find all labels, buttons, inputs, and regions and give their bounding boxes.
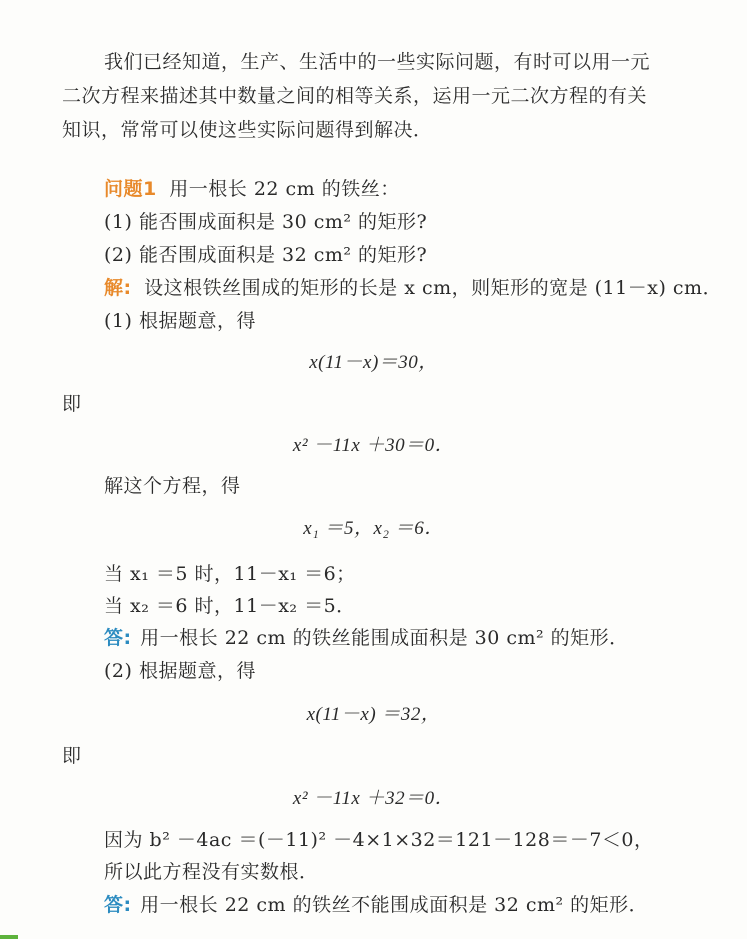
no-root: 所以此方程没有实数根． xyxy=(104,861,319,883)
intro-line-1: 我们已经知道，生产、生活中的一些实际问题，有时可以用一元 xyxy=(104,51,651,73)
answer-2-label: 答: xyxy=(104,894,132,916)
problem-label: 问题1 xyxy=(104,178,157,200)
answer-2-text: 用一根长 22 cm 的铁丝不能围成面积是 32 cm² 的矩形． xyxy=(140,894,649,916)
equation-3: x(11－x) ＝32， xyxy=(306,704,441,725)
part-1-intro: (1) 根据题意，得 xyxy=(104,310,256,332)
word-ji-2: 即 xyxy=(62,745,82,767)
question-1: (1) 能否围成面积是 30 cm² 的矩形? xyxy=(104,211,428,233)
roots: x₁ ＝5，x₂ ＝6． xyxy=(303,518,444,539)
problem-heading xyxy=(104,177,400,201)
intro-line-2: 二次方程来描述其中数量之间的相等关系，运用一元二次方程的有关 xyxy=(62,85,648,107)
question-2: (2) 能否围成面积是 32 cm² 的矩形? xyxy=(104,244,428,266)
solution-text: 设这根铁丝围成的矩形的长是 x cm，则矩形的宽是 (11－x) cm． xyxy=(144,277,723,299)
case-1: 当 x₁ ＝5 时，11－x₁ ＝6； xyxy=(104,563,356,585)
intro-line-3: 知识，常常可以使这些实际问题得到解决． xyxy=(62,119,433,141)
solution-label: 解: xyxy=(104,277,132,299)
word-ji-1: 即 xyxy=(62,393,82,415)
answer-1 xyxy=(104,626,629,650)
answer-1-label: 答: xyxy=(104,627,132,649)
solution-heading xyxy=(104,276,722,300)
page-corner-mark xyxy=(0,935,18,939)
case-2: 当 x₂ ＝6 时，11－x₂ ＝5． xyxy=(104,595,356,617)
part-2-intro: (2) 根据题意，得 xyxy=(104,660,256,682)
solve-text: 解这个方程，得 xyxy=(104,475,241,497)
answer-2 xyxy=(104,893,648,917)
equation-4: x² －11x ＋32＝0． xyxy=(292,788,455,809)
answer-1-text: 用一根长 22 cm 的铁丝能围成面积是 30 cm² 的矩形． xyxy=(140,627,629,649)
problem-text: 用一根长 22 cm 的铁丝： xyxy=(169,178,400,200)
equation-2: x² －11x ＋30＝0． xyxy=(292,435,455,456)
equation-1: x(11－x)＝30， xyxy=(309,352,438,373)
discriminant: 因为 b² －4ac ＝(－11)² －4×1×32＝121－128＝－7＜0， xyxy=(104,829,654,851)
